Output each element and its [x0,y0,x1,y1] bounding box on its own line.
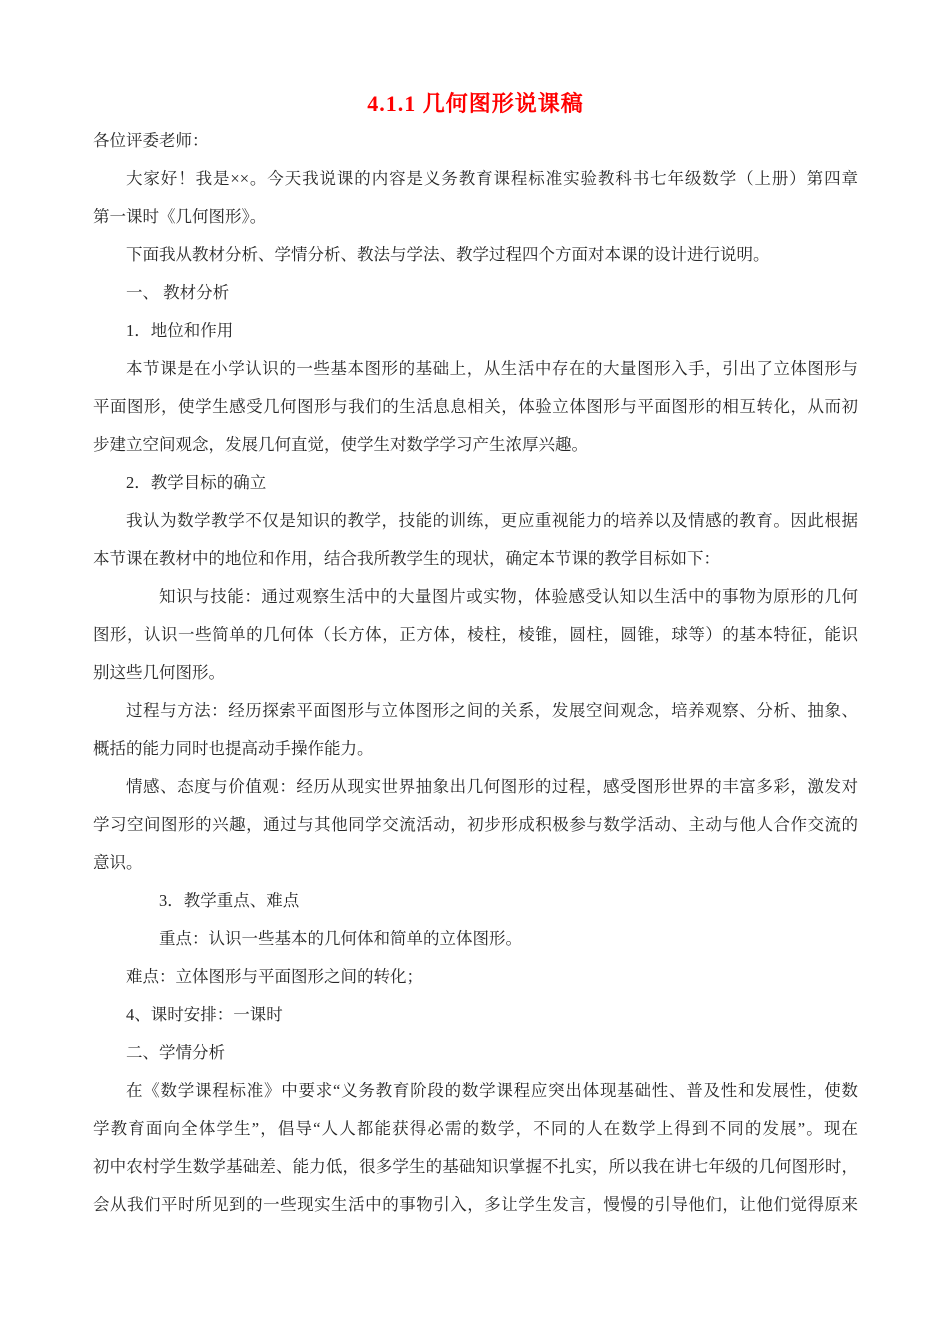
text-line: 意识。 [93,853,143,872]
text-line: 过程与方法：经历探索平面图形与立体图形之间的关系，发展空间观念，培养观察、分析、抽象、 [126,701,858,720]
text-line: 在《数学课程标准》中要求“义务教育阶段的数学课程应突出体现基础性、普及性和发展性，使数 [126,1081,858,1100]
text-line: 情感、态度与价值观：经历从现实世界抽象出几何图形的过程，感受图形世界的丰富多彩，激发对 [126,777,858,796]
text-line: 2．教学目标的确立 [126,473,267,492]
text-line: 会从我们平时所见到的一些现实生活中的事物引入，多让学生发言，慢慢的引导他们，让他们觉得原来 [93,1195,858,1214]
text-line: 大家好！我是××。今天我说课的内容是义务教育课程标准实验教科书七年级数学（上册）第四章 [126,169,858,188]
text-line: 初中农村学生数学基础差、能力低，很多学生的基础知识掌握不扎实，所以我在讲七年级的几何图形时， [93,1157,858,1176]
document-body [93,122,858,1224]
text-line: 各位评委老师： [93,131,209,150]
text-line: 下面我从教材分析、学情分析、教法与学法、教学过程四个方面对本课的设计进行说明。 [126,245,770,264]
text-line: 学教育面向全体学生”，倡导“人人都能获得必需的数学，不同的人在数学上得到不同的发展”。现在 [93,1119,858,1138]
text-line: 二、学情分析 [126,1043,225,1062]
text-line: 本节课在教材中的地位和作用，结合我所教学生的现状，确定本节课的教学目标如下： [93,549,720,568]
text-line: 3．教学重点、难点 [159,891,300,910]
text-line: 学习空间图形的兴趣，通过与其他同学交流活动，初步形成积极参与数学活动、主动与他人合作交流的 [93,815,858,834]
text-line: 知识与技能：通过观察生活中的大量图片或实物，体验感受认知以生活中的事物为原形的几何 [159,587,858,606]
text-line: 难点：立体图形与平面图形之间的转化； [126,967,423,986]
text-line: 重点：认识一些基本的几何体和简单的立体图形。 [159,929,522,948]
document-title: 4.1.1 几何图形说课稿 [367,91,584,116]
text-line: 1．地位和作用 [126,321,234,340]
text-line: 概括的能力同时也提高动手操作能力。 [93,739,374,758]
text-line: 本节课是在小学认识的一些基本图形的基础上，从生活中存在的大量图形入手，引出了立体图形与 [126,359,858,378]
text-line: 图形，认识一些简单的几何体（长方体，正方体，棱柱，棱锥，圆柱，圆锥，球等）的基本特征，能识 [93,625,858,644]
text-line: 一、 教材分析 [126,283,230,302]
text-line: 别这些几何图形。 [93,663,225,682]
text-line: 4、课时安排：一课时 [126,1005,283,1024]
text-line: 我认为数学教学不仅是知识的教学，技能的训练，更应重视能力的培养以及情感的教育。因此根据 [126,511,858,530]
text-line: 步建立空间观念，发展几何直觉，使学生对数学学习产生浓厚兴趣。 [93,435,588,454]
text-line: 第一课时《几何图形》。 [93,207,267,226]
text-line: 平面图形，使学生感受几何图形与我们的生活息息相关，体验立体图形与平面图形的相互转化，从而初 [93,397,858,416]
